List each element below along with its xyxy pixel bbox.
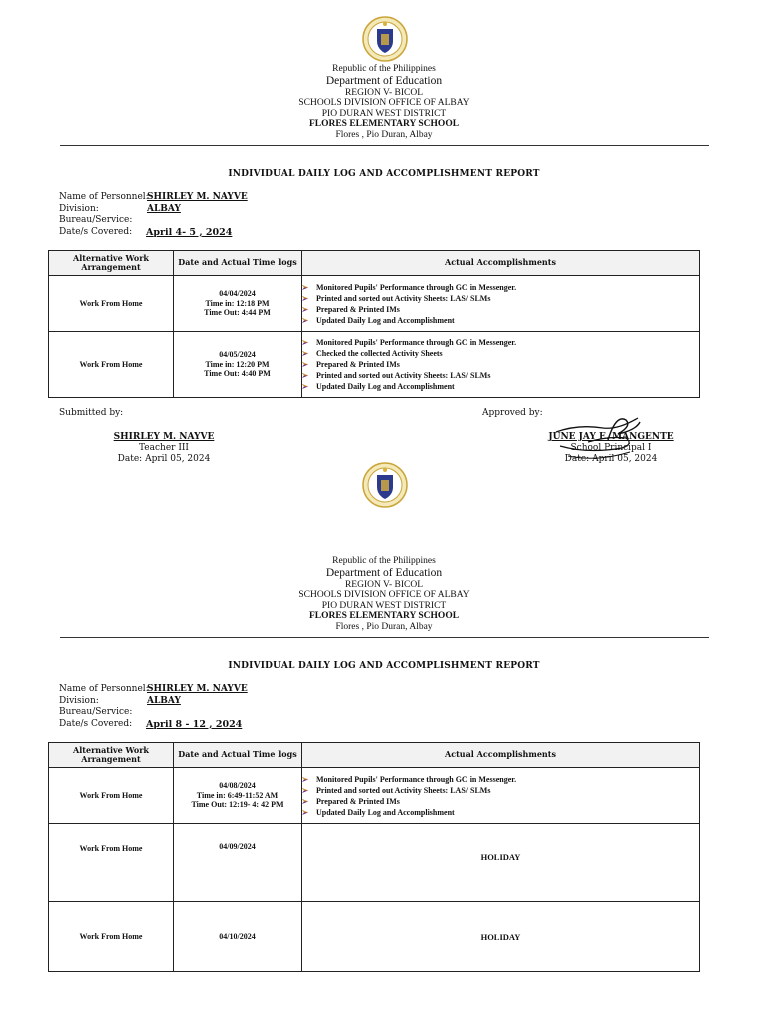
school-address: Flores , Pio Duran, Albay — [335, 129, 433, 140]
accomplishment-item — [302, 315, 699, 326]
approved-by-label: Approved by: — [482, 408, 543, 418]
accomplishment-item — [302, 348, 699, 359]
approver-name: JUNE JAY E. MANGENTE — [548, 432, 674, 442]
dates-label: Date/s Covered: — [59, 226, 133, 237]
letterhead — [0, 64, 768, 140]
column-header-arrangement: Alternative Work Arrangement — [49, 251, 174, 276]
department-line: Department of Education — [325, 566, 443, 579]
accomplishment-item — [302, 785, 699, 796]
accomplishment-text: Updated Daily Log and Accomplishment — [316, 807, 455, 817]
log-table — [48, 250, 700, 398]
date-cell — [174, 902, 302, 972]
accomplishment-item — [302, 381, 699, 392]
region-line: REGION V- BICOL — [344, 87, 424, 98]
time-in: Time in: 12:18 PM — [205, 298, 270, 308]
accomplishment-text: Printed and sorted out Activity Sheets: LAS/ SLMs — [316, 371, 491, 380]
republic-line: Republic of the Philippines — [332, 64, 436, 74]
table-row — [49, 276, 700, 332]
accomplishment-text: Prepared & Printed IMs — [316, 796, 400, 806]
holiday-cell: HOLIDAY — [302, 824, 700, 902]
dates-value: April 4- 5 , 2024 — [146, 226, 233, 238]
accomplishment-text: Updated Daily Log and Accomplishment — [316, 382, 455, 391]
accomplishment-text: Monitored Pupils' Performance through GC in Messenger. — [316, 774, 517, 784]
date-cell — [174, 768, 302, 824]
submitter-date: Date: April 05, 2024 — [117, 454, 211, 464]
accomplishment-item — [302, 370, 699, 381]
holiday-cell: HOLIDAY — [302, 902, 700, 972]
accomplishment-item — [302, 293, 699, 304]
log-date: 04/08/2024 — [219, 781, 256, 791]
division-value: ALBAY — [147, 203, 181, 214]
log-date: 04/10/2024 — [219, 931, 256, 941]
accomplishments-cell — [302, 332, 700, 398]
accomplishment-item — [302, 796, 699, 807]
arrow-bullet-icon — [302, 383, 309, 390]
header-divider — [60, 637, 709, 638]
school-address: Flores , Pio Duran, Albay — [335, 621, 433, 632]
division-office-line: SCHOOLS DIVISION OFFICE OF ALBAY — [298, 98, 470, 108]
arrangement-cell: Work From Home — [49, 902, 174, 972]
division-label: Division: — [59, 695, 99, 706]
name-label: Name of Personnel: — [59, 192, 149, 202]
division-office-line: SCHOOLS DIVISION OFFICE OF ALBAY — [298, 590, 470, 600]
accomplishment-text: Printed and sorted out Activity Sheets: LAS/ SLMs — [316, 293, 491, 303]
submitter-block — [100, 432, 228, 465]
accomplishment-text: Monitored Pupils' Performance through GC in Messenger. — [316, 282, 517, 292]
accomplishment-item — [302, 337, 699, 348]
time-in: Time in: 12:20 PM — [205, 359, 270, 369]
name-value: SHIRLEY M. NAYVE — [147, 192, 248, 202]
accomplishment-text: Checked the collected Activity Sheets — [316, 349, 443, 358]
arrangement-cell: Work From Home — [49, 332, 174, 398]
school-name: FLORES ELEMENTARY SCHOOL — [308, 119, 460, 129]
accomplishment-item — [302, 304, 699, 315]
arrangement-cell: Work From Home — [49, 276, 174, 332]
district-line: PIO DURAN WEST DISTRICT — [321, 600, 447, 611]
accomplishment-text: Prepared & Printed IMs — [316, 360, 400, 369]
table-header-row — [49, 251, 700, 276]
time-out: Time Out: 4:40 PM — [204, 369, 271, 379]
date-cell — [174, 824, 302, 902]
table-row — [49, 768, 700, 824]
department-line: Department of Education — [325, 74, 443, 87]
arrow-bullet-icon — [302, 787, 309, 794]
accomplishments-cell — [302, 768, 700, 824]
log-date: 04/05/2024 — [219, 350, 256, 360]
division-value: ALBAY — [147, 695, 181, 706]
column-header-accomplishments: Actual Accomplishments — [302, 743, 700, 768]
region-line: REGION V- BICOL — [344, 579, 424, 590]
accomplishment-text: Monitored Pupils' Performance through GC in Messenger. — [316, 338, 517, 347]
date-cell — [174, 276, 302, 332]
arrow-bullet-icon — [302, 350, 309, 357]
arrow-bullet-icon — [302, 776, 309, 783]
division-label: Division: — [59, 203, 99, 214]
log-table — [48, 742, 700, 972]
approver-block — [546, 432, 676, 465]
arrow-bullet-icon — [302, 284, 309, 291]
accomplishment-text: Printed and sorted out Activity Sheets: LAS/ SLMs — [316, 785, 491, 795]
name-label: Name of Personnel: — [59, 684, 149, 694]
column-header-arrangement: Alternative Work Arrangement — [49, 743, 174, 768]
accomplishment-list — [302, 774, 699, 818]
accomplishments-cell — [302, 276, 700, 332]
approver-position: School Principal I — [570, 443, 652, 453]
log-date: 04/04/2024 — [219, 289, 256, 299]
accomplishment-text: Updated Daily Log and Accomplishment — [316, 315, 455, 325]
republic-line: Republic of the Philippines — [332, 556, 436, 566]
accomplishment-text: Prepared & Printed IMs — [316, 304, 400, 314]
table-header-row — [49, 743, 700, 768]
arrow-bullet-icon — [302, 306, 309, 313]
table-row — [49, 902, 700, 972]
arrow-bullet-icon — [302, 372, 309, 379]
submitted-by-label: Submitted by: — [59, 408, 124, 418]
dates-label: Date/s Covered: — [59, 718, 133, 729]
time-out: Time Out: 4:44 PM — [204, 308, 271, 318]
district-line: PIO DURAN WEST DISTRICT — [321, 108, 447, 119]
accomplishment-item — [302, 774, 699, 785]
accomplishment-item — [302, 359, 699, 370]
bureau-label: Bureau/Service: — [59, 215, 133, 226]
accomplishment-item — [302, 807, 699, 818]
arrow-bullet-icon — [302, 317, 309, 324]
name-value: SHIRLEY M. NAYVE — [147, 684, 248, 694]
arrangement-cell: Work From Home — [49, 824, 174, 902]
column-header-date: Date and Actual Time logs — [174, 251, 302, 276]
dates-value: April 8 - 12 , 2024 — [146, 718, 243, 730]
accomplishment-list — [302, 282, 699, 326]
bureau-label: Bureau/Service: — [59, 707, 133, 718]
column-header-accomplishments: Actual Accomplishments — [302, 251, 700, 276]
time-in: Time in: 6:49-11:52 AM — [196, 790, 279, 800]
arrow-bullet-icon — [302, 809, 309, 816]
school-name: FLORES ELEMENTARY SCHOOL — [308, 611, 460, 621]
accomplishment-list — [302, 337, 699, 392]
approver-date: Date: April 05, 2024 — [564, 454, 658, 464]
date-cell — [174, 332, 302, 398]
letterhead — [0, 556, 768, 632]
accomplishment-item — [302, 282, 699, 293]
table-row — [49, 332, 700, 398]
time-out: Time Out: 12:19- 4: 42 PM — [191, 800, 284, 810]
report-title: INDIVIDUAL DAILY LOG AND ACCOMPLISHMENT REPORT — [228, 169, 540, 179]
report-title: INDIVIDUAL DAILY LOG AND ACCOMPLISHMENT REPORT — [228, 661, 540, 671]
deped-seal-icon — [362, 462, 408, 508]
column-header-date: Date and Actual Time logs — [174, 743, 302, 768]
arrow-bullet-icon — [302, 361, 309, 368]
deped-seal-icon — [362, 16, 408, 62]
header-divider — [60, 145, 709, 146]
table-row — [49, 824, 700, 902]
arrow-bullet-icon — [302, 339, 309, 346]
arrow-bullet-icon — [302, 295, 309, 302]
submitter-name: SHIRLEY M. NAYVE — [113, 432, 215, 442]
arrangement-cell: Work From Home — [49, 768, 174, 824]
submitter-position: Teacher III — [139, 443, 189, 453]
log-date: 04/09/2024 — [219, 842, 256, 851]
arrow-bullet-icon — [302, 798, 309, 805]
